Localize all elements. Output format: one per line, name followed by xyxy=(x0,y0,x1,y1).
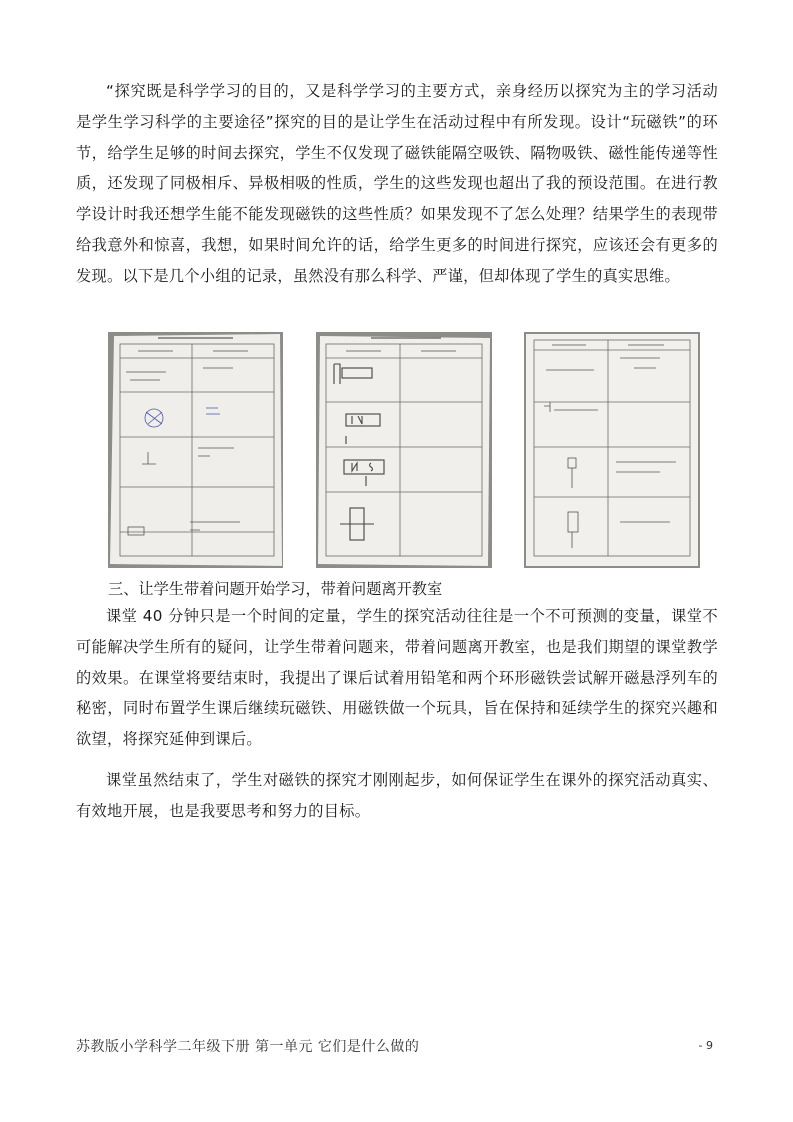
paragraph-1: “探究既是科学学习的目的，又是科学学习的主要方式，亲身经历以探究为主的学习活动是学生学习科学的主要途径”探究的目的是让学生在活动过程中有所发现。设计“玩磁铁”的环节，给学生足够的时间去探究，学生不仅发现了磁铁能隔空吸铁、隔物吸铁、磁性能传递等性质，还发现了同极相斥、异极相吸的性质，学生的这些发现也超出了我的预设范围。在进行教学设计时我还想学生能不能发现磁铁的这些性质？如果发现不了怎么处理？结果学生的表现带给我意外和惊喜，我想，如果时间允许的话，给学生更多的时间进行探究，应该还会有更多的发现。以下是几个小组的记录，虽然没有那么科学、严谨，但却体现了学生的真实思维。 xyxy=(76,82,718,285)
paragraph-3: 课堂虽然结束了，学生对磁铁的探究才刚刚起步，如何保证学生在课外的探究活动真实、有效地开展，也是我要思考和努力的目标。 xyxy=(76,771,718,820)
worksheet-photo-2 xyxy=(316,332,492,568)
paragraph-2: 课堂 40 分钟只是一个时间的定量，学生的探究活动往往是一个不可预测的变量，课堂不可能解决学生所有的疑问，让学生带着问题来，带着问题离开教室，也是我们期望的课堂教学的效果。在课堂将要结束时，我提出了课后试着用铅笔和两个环形磁铁尝试解开磁悬浮列车的秘密，同时布置学生课后继续玩磁铁、用磁铁做一个玩具，旨在保持和延续学生的探究兴趣和欲望，将探究延伸到课后。 xyxy=(76,607,718,749)
footer-title: 苏教版小学科学二年级下册 第一单元 它们是什么做的 xyxy=(76,1039,420,1055)
page-number: - 9 xyxy=(698,1039,713,1052)
section-heading-3: 三、让学生带着问题开始学习，带着问题离开教室 xyxy=(108,580,443,598)
worksheet-photo-1 xyxy=(108,332,283,568)
worksheet-photo-3 xyxy=(524,332,700,568)
